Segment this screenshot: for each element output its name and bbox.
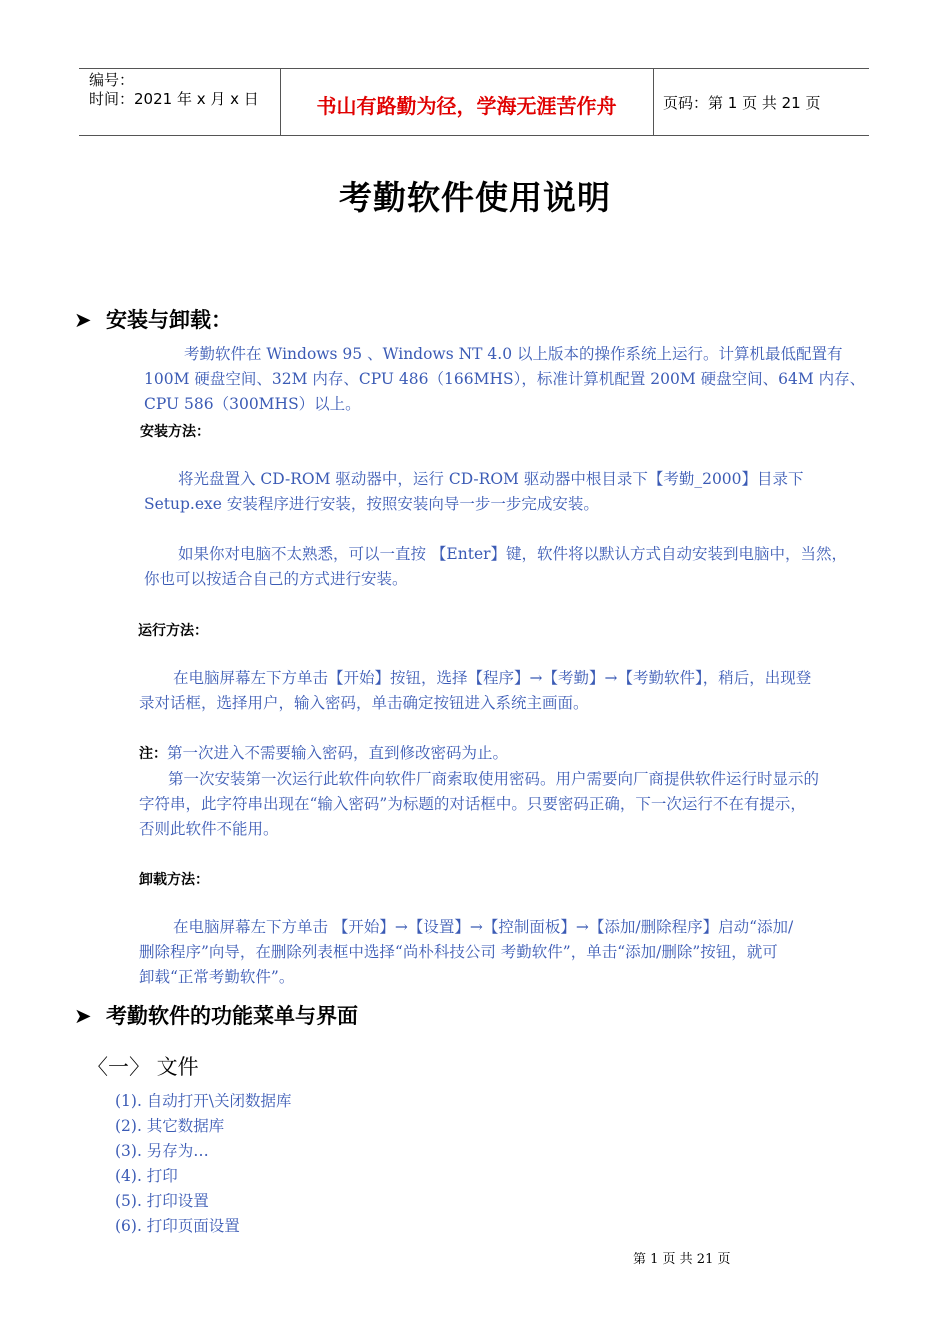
- header-top-rule: [79, 68, 869, 69]
- install-paragraph-1: [144, 467, 904, 517]
- note-label: 注：: [139, 746, 167, 762]
- install-p2-line-2: 你也可以按适合自己的方式进行安装。: [144, 570, 408, 588]
- install-paragraph-2: [144, 542, 904, 592]
- uninstall-line-3: 卸载“正常考勤软件”。: [139, 968, 295, 986]
- header-time-label: 时间：2021 年 x 月 x 日: [89, 90, 259, 108]
- install-p1-line-1: 将光盘置入 CD-ROM 驱动器中，运行 CD-ROM 驱动器中根目录下【考勤_2000】目录下: [178, 470, 804, 488]
- header-number-label: 编号：: [89, 71, 135, 89]
- arrow-bullet-icon: ➤: [74, 308, 92, 332]
- intro-line-2: 100M 硬盘空间、32M 内存、CPU 486（166MHS），标准计算机配置 200M 硬盘空间、64M 内存、: [144, 370, 866, 388]
- run-line-2: 录对话框，选择用户，输入密码，单击确定按钮进入系统主画面。: [139, 694, 589, 712]
- section-heading-install: [74, 304, 232, 334]
- header-divider-2: [653, 68, 654, 135]
- section-heading-text: 安装与卸载：: [106, 308, 232, 332]
- list-item: (3). 另存为…: [115, 1142, 209, 1160]
- uninstall-line-1: 在电脑屏幕左下方单击 【开始】→【设置】→【控制面板】→【添加/删除程序】启动“添加/: [173, 918, 794, 936]
- note-line-1: 第一次安装第一次运行此软件向软件厂商索取使用密码。用户需要向厂商提供软件运行时显示的: [168, 770, 820, 788]
- install-method-label: 安装方法：: [140, 424, 210, 440]
- uninstall-line-2: 删除程序”向导，在删除列表框中选择“尚朴科技公司 考勤软件”，单击“添加/删除”按钮，就可: [139, 943, 778, 961]
- run-line-1: 在电脑屏幕左下方单击【开始】按钮，选择【程序】→【考勤】→【考勤软件】，稍后，出现登: [173, 669, 812, 687]
- uninstall-method-label: 卸载方法：: [139, 872, 209, 888]
- section-heading-text: 考勤软件的功能菜单与界面: [106, 1004, 358, 1028]
- install-p1-line-2: Setup.exe 安装程序进行安装，按照安装向导一步一步完成安装。: [144, 495, 599, 513]
- note-paragraph: [139, 741, 899, 842]
- intro-line-1: 考勤软件在 Windows 95 、Windows NT 4.0 以上版本的操作系统上运行。计算机最低配置有: [184, 345, 843, 363]
- document-title: 考勤软件使用说明: [339, 178, 611, 217]
- list-item: (4). 打印: [115, 1167, 178, 1185]
- footer-page-number: 第 1 页 共 21 页: [633, 1252, 731, 1267]
- uninstall-paragraph: [139, 915, 899, 990]
- run-method-label: 运行方法：: [138, 623, 208, 639]
- file-menu-list: [115, 1089, 715, 1239]
- note-line-3: 否则此软件不能用。: [139, 820, 279, 838]
- header-bottom-rule: [79, 135, 869, 136]
- subheading-file: 〈一〉 文件: [87, 1055, 199, 1079]
- run-paragraph: [139, 666, 899, 716]
- header-motto: 书山有路勤为径，学海无涯苦作舟: [316, 94, 617, 118]
- list-item: (2). 其它数据库: [115, 1117, 225, 1135]
- intro-line-3: CPU 586（300MHS）以上。: [144, 395, 361, 413]
- install-p2-line-1: 如果你对电脑不太熟悉，可以一直按 【Enter】键，软件将以默认方式自动安装到电脑中，当然，: [178, 545, 848, 563]
- note-first-line: [139, 741, 899, 767]
- list-item: (6). 打印页面设置: [115, 1217, 240, 1235]
- list-item: (1). 自动打开\关闭数据库: [115, 1092, 292, 1110]
- note-first-text: 第一次进入不需要输入密码，直到修改密码为止。: [167, 744, 509, 762]
- note-line-2: 字符串，此字符串出现在“输入密码”为标题的对话框中。只要密码正确，下一次运行不在有提示，: [139, 795, 806, 813]
- header-page-info: 页码：第 1 页 共 21 页: [663, 94, 821, 112]
- list-item: (5). 打印设置: [115, 1192, 209, 1210]
- intro-paragraph: [144, 342, 904, 417]
- arrow-bullet-icon: ➤: [74, 1004, 92, 1028]
- section-heading-menu: [74, 1000, 358, 1030]
